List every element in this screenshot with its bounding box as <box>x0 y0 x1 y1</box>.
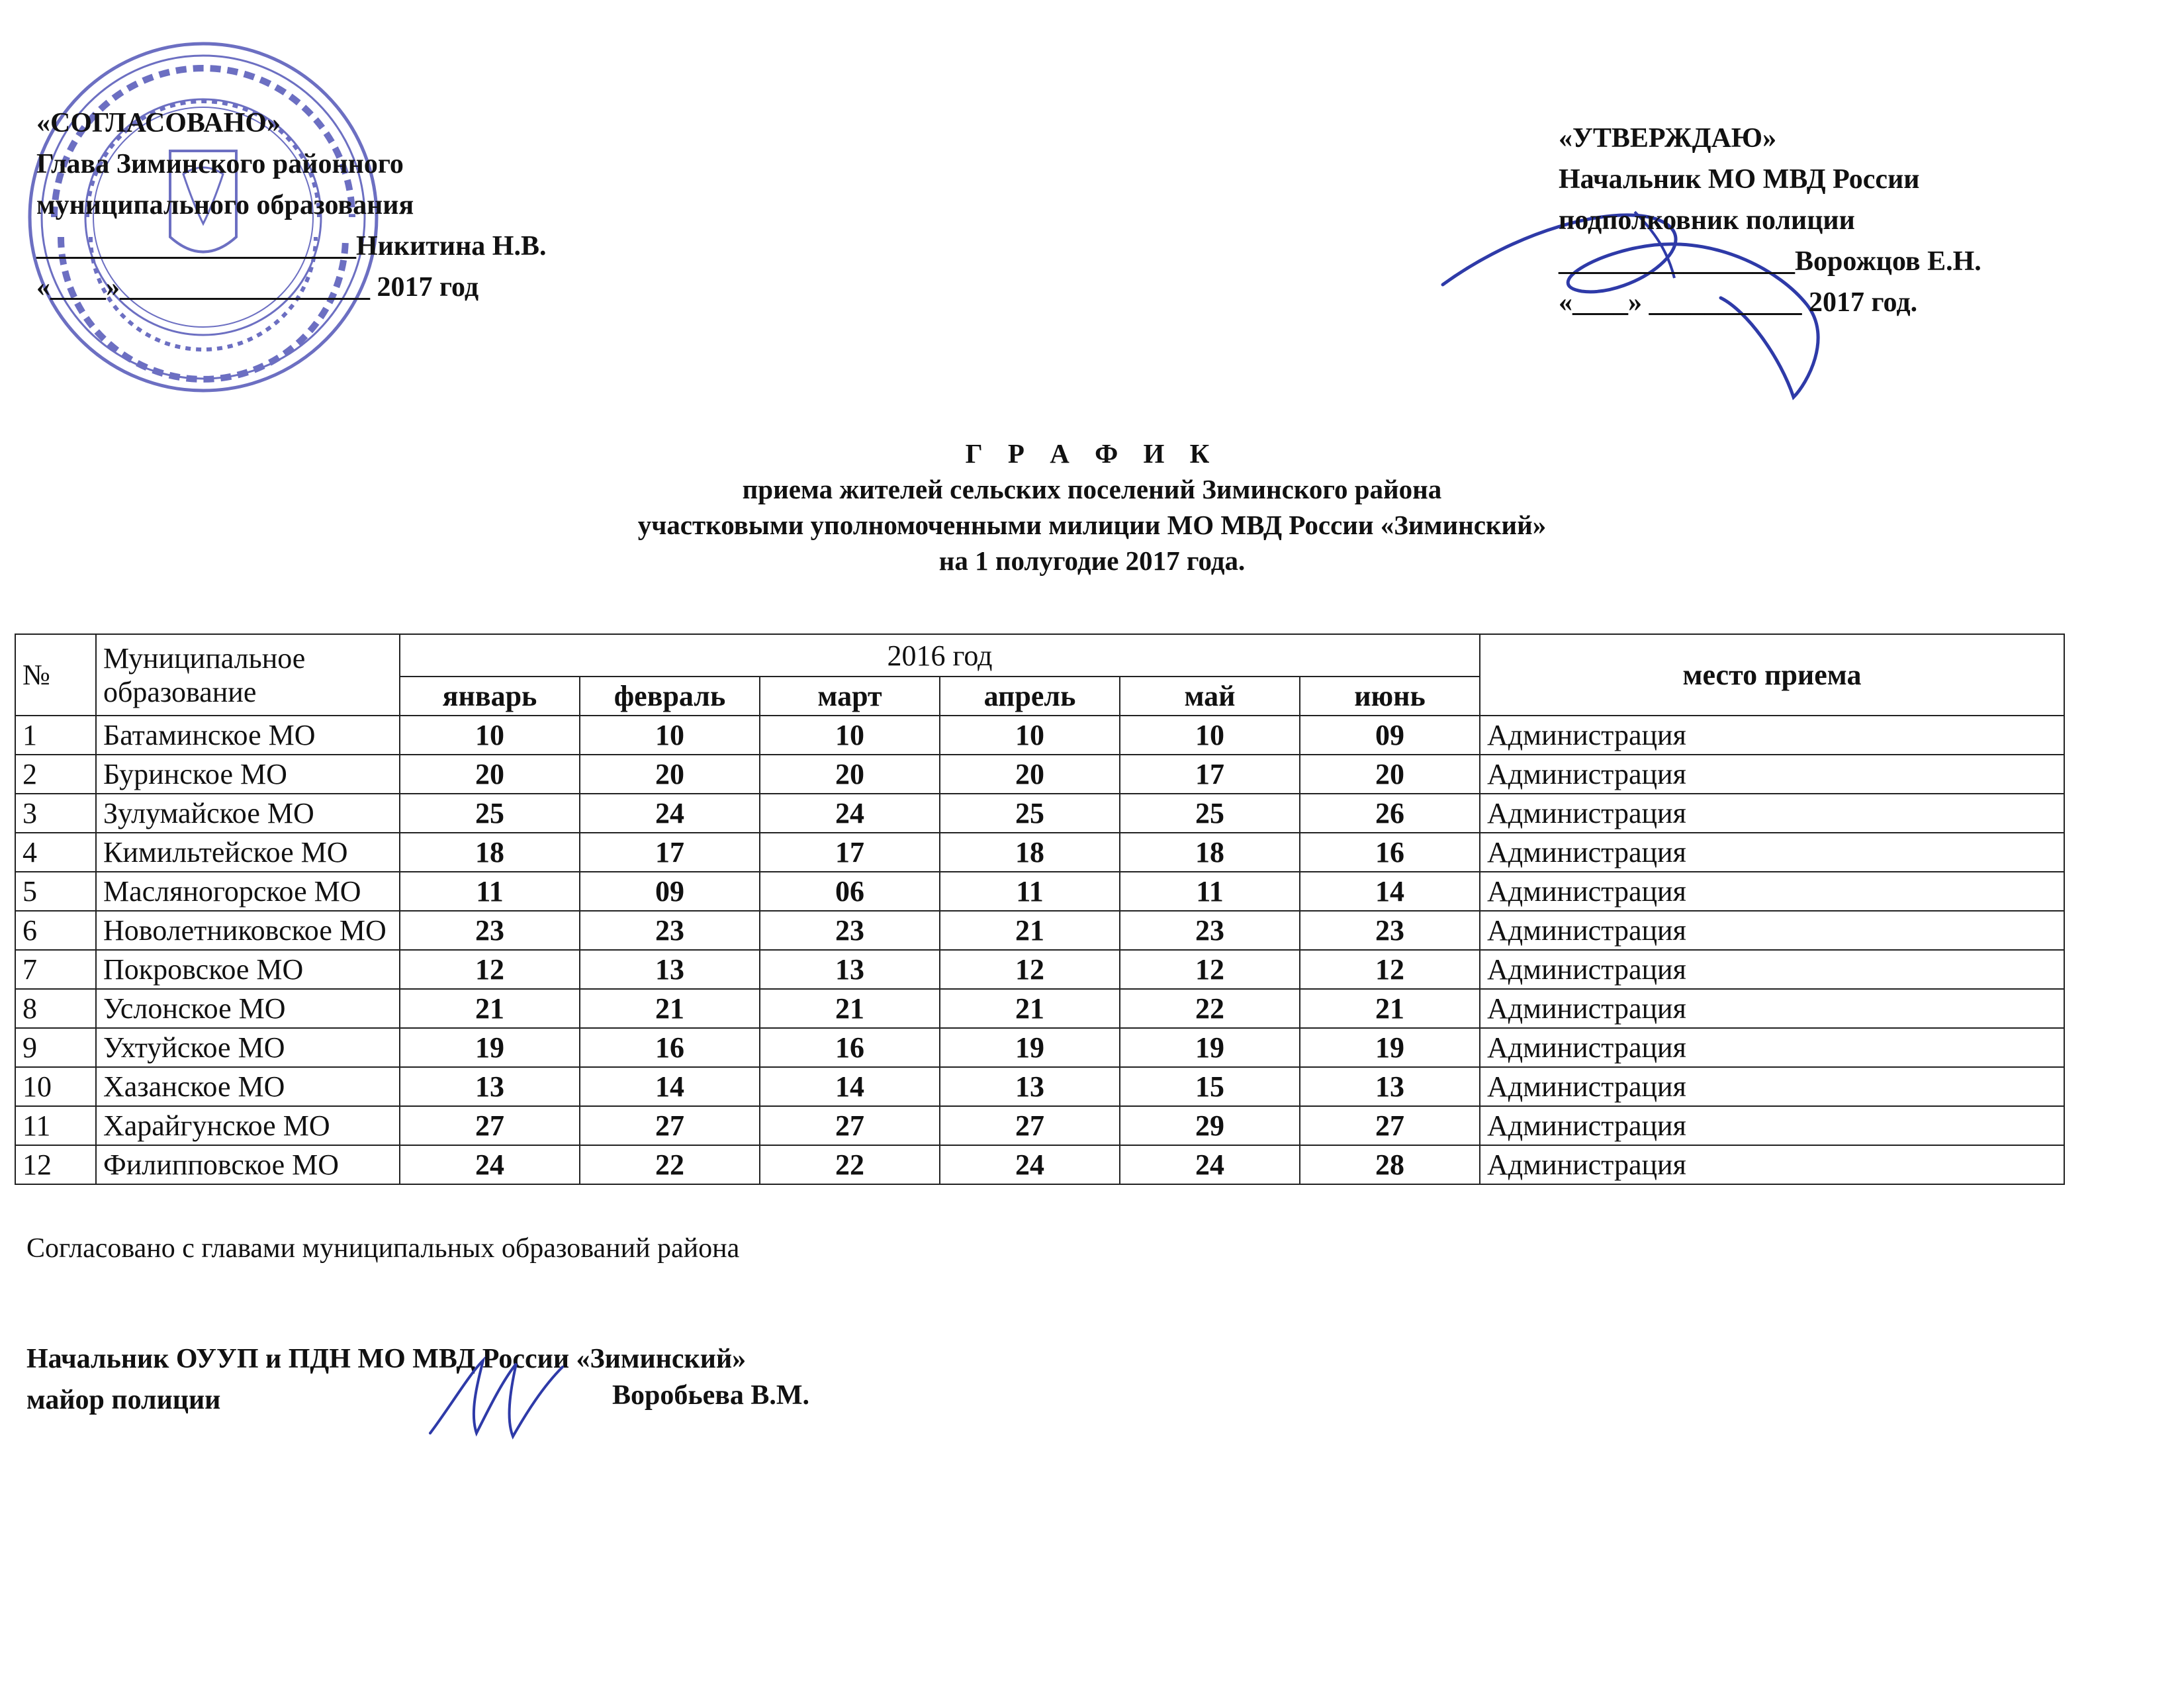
cell-num: 9 <box>15 1028 96 1067</box>
header-month: март <box>760 677 940 716</box>
cell-municipality: Буринское МО <box>96 755 400 794</box>
cell-municipality: Кимильтейское МО <box>96 833 400 872</box>
cell-month-value: 24 <box>760 794 940 833</box>
cell-month-value: 25 <box>400 794 580 833</box>
cell-num: 7 <box>15 950 96 989</box>
cell-month-value: 20 <box>1300 755 1480 794</box>
cell-month-value: 11 <box>1120 872 1300 911</box>
signatory-name: Воробьева В.М. <box>612 1380 810 1411</box>
cell-month-value: 19 <box>1300 1028 1480 1067</box>
cell-month-value: 10 <box>1120 716 1300 755</box>
header-month: май <box>1120 677 1300 716</box>
signature-signatory <box>424 1347 576 1446</box>
cell-month-value: 21 <box>940 911 1120 950</box>
table-row <box>15 950 2064 989</box>
cell-month-value: 12 <box>400 950 580 989</box>
table-row <box>15 872 2064 911</box>
cell-place: Администрация <box>1480 833 2064 872</box>
table-row <box>15 794 2064 833</box>
approval-left-block <box>36 103 546 308</box>
table-row <box>15 716 2064 755</box>
cell-month-value: 17 <box>1120 755 1300 794</box>
table-row <box>15 989 2064 1028</box>
approval-right-block <box>1559 118 1981 323</box>
cell-municipality: Зулумайское МО <box>96 794 400 833</box>
table-row <box>15 833 2064 872</box>
cell-num: 2 <box>15 755 96 794</box>
cell-month-value: 16 <box>580 1028 760 1067</box>
approval-right-line2: подполковник полиции <box>1559 205 1855 236</box>
cell-month-value: 24 <box>940 1145 1120 1184</box>
cell-place: Администрация <box>1480 794 2064 833</box>
cell-month-value: 12 <box>940 950 1120 989</box>
approval-right-line1: Начальник МО МВД России <box>1559 164 1920 195</box>
cell-month-value: 23 <box>1300 911 1480 950</box>
cell-month-value: 27 <box>1300 1106 1480 1145</box>
cell-month-value: 18 <box>400 833 580 872</box>
cell-month-value: 17 <box>580 833 760 872</box>
cell-num: 11 <box>15 1106 96 1145</box>
cell-municipality: Новолетниковское МО <box>96 911 400 950</box>
approval-left-heading: «СОГЛАСОВАНО» <box>36 108 281 138</box>
cell-num: 12 <box>15 1145 96 1184</box>
title-line2: участковыми уполномоченными милиции МО МВД России «Зиминский» <box>637 510 1547 540</box>
cell-month-value: 16 <box>760 1028 940 1067</box>
header-place: место приема <box>1480 634 2064 716</box>
cell-num: 10 <box>15 1067 96 1106</box>
cell-month-value: 20 <box>940 755 1120 794</box>
cell-num: 3 <box>15 794 96 833</box>
cell-month-value: 17 <box>760 833 940 872</box>
cell-month-value: 21 <box>400 989 580 1028</box>
header-year: 2016 год <box>400 634 1480 677</box>
header-month: январь <box>400 677 580 716</box>
cell-month-value: 14 <box>1300 872 1480 911</box>
cell-num: 1 <box>15 716 96 755</box>
cell-municipality: Ухтуйское МО <box>96 1028 400 1067</box>
schedule-body <box>15 716 2064 1184</box>
cell-month-value: 27 <box>580 1106 760 1145</box>
cell-month-value: 22 <box>760 1145 940 1184</box>
approval-right-heading: «УТВЕРЖДАЮ» <box>1559 123 1777 154</box>
cell-month-value: 11 <box>940 872 1120 911</box>
cell-month-value: 09 <box>580 872 760 911</box>
cell-month-value: 29 <box>1120 1106 1300 1145</box>
cell-place: Администрация <box>1480 911 2064 950</box>
cell-month-value: 22 <box>580 1145 760 1184</box>
title-line3: на 1 полугодие 2017 года. <box>938 545 1246 576</box>
header-month: февраль <box>580 677 760 716</box>
cell-month-value: 13 <box>400 1067 580 1106</box>
cell-month-value: 27 <box>940 1106 1120 1145</box>
cell-month-value: 25 <box>940 794 1120 833</box>
cell-month-value: 25 <box>1120 794 1300 833</box>
cell-month-value: 23 <box>580 911 760 950</box>
cell-place: Администрация <box>1480 716 2064 755</box>
header-month: апрель <box>940 677 1120 716</box>
cell-municipality: Филипповское МО <box>96 1145 400 1184</box>
cell-municipality: Масляногорское МО <box>96 872 400 911</box>
cell-month-value: 21 <box>940 989 1120 1028</box>
cell-month-value: 26 <box>1300 794 1480 833</box>
cell-month-value: 12 <box>1120 950 1300 989</box>
cell-month-value: 27 <box>760 1106 940 1145</box>
approval-left-line3: _______________________Никитина Н.В. <box>36 231 547 261</box>
cell-place: Администрация <box>1480 755 2064 794</box>
approval-right-line4: «____» ___________ 2017 год. <box>1559 287 1918 318</box>
document-title <box>0 436 2184 579</box>
cell-month-value: 06 <box>760 872 940 911</box>
header-municipality: Муниципальное образование <box>96 634 400 716</box>
footnote: Согласовано с главами муниципальных образований района <box>26 1233 740 1264</box>
cell-month-value: 16 <box>1300 833 1480 872</box>
cell-municipality: Хазанское МО <box>96 1067 400 1106</box>
cell-month-value: 19 <box>940 1028 1120 1067</box>
cell-municipality: Батаминское МО <box>96 716 400 755</box>
cell-month-value: 20 <box>580 755 760 794</box>
cell-month-value: 13 <box>580 950 760 989</box>
cell-place: Администрация <box>1480 1028 2064 1067</box>
cell-month-value: 14 <box>760 1067 940 1106</box>
cell-month-value: 14 <box>580 1067 760 1106</box>
cell-place: Администрация <box>1480 1067 2064 1106</box>
cell-num: 5 <box>15 872 96 911</box>
cell-place: Администрация <box>1480 989 2064 1028</box>
cell-municipality: Покровское МО <box>96 950 400 989</box>
table-row <box>15 1106 2064 1145</box>
cell-month-value: 10 <box>580 716 760 755</box>
cell-place: Администрация <box>1480 872 2064 911</box>
table-row <box>15 755 2064 794</box>
table-row <box>15 911 2064 950</box>
cell-month-value: 28 <box>1300 1145 1480 1184</box>
cell-month-value: 20 <box>400 755 580 794</box>
cell-month-value: 19 <box>400 1028 580 1067</box>
cell-month-value: 15 <box>1120 1067 1300 1106</box>
header-num: № <box>15 634 96 716</box>
cell-month-value: 27 <box>400 1106 580 1145</box>
cell-month-value: 09 <box>1300 716 1480 755</box>
cell-month-value: 10 <box>760 716 940 755</box>
cell-month-value: 13 <box>760 950 940 989</box>
header-month: июнь <box>1300 677 1480 716</box>
cell-month-value: 21 <box>1300 989 1480 1028</box>
cell-month-value: 10 <box>940 716 1120 755</box>
title-line1: приема жителей сельских поселений Зиминского района <box>742 474 1442 504</box>
signatory-line2: майор полиции <box>26 1385 221 1415</box>
cell-month-value: 19 <box>1120 1028 1300 1067</box>
table-row <box>15 1067 2064 1106</box>
signatory-line1: Начальник ОУУП и ПДН МО МВД России «Зиминский» <box>26 1344 747 1374</box>
approval-right-line3: _________________Ворожцов Е.Н. <box>1559 246 1981 277</box>
approval-left-line4: «____»__________________ 2017 год <box>36 272 479 303</box>
cell-place: Администрация <box>1480 1145 2064 1184</box>
cell-month-value: 21 <box>580 989 760 1028</box>
cell-month-value: 13 <box>1300 1067 1480 1106</box>
cell-month-value: 18 <box>1120 833 1300 872</box>
cell-municipality: Услонское МО <box>96 989 400 1028</box>
cell-place: Администрация <box>1480 950 2064 989</box>
cell-month-value: 10 <box>400 716 580 755</box>
cell-month-value: 24 <box>580 794 760 833</box>
cell-month-value: 20 <box>760 755 940 794</box>
cell-num: 6 <box>15 911 96 950</box>
cell-place: Администрация <box>1480 1106 2064 1145</box>
cell-num: 4 <box>15 833 96 872</box>
cell-municipality: Харайгунское МО <box>96 1106 400 1145</box>
title-main: Г Р А Ф И К <box>965 438 1219 469</box>
cell-month-value: 23 <box>760 911 940 950</box>
cell-month-value: 18 <box>940 833 1120 872</box>
table-row <box>15 1145 2064 1184</box>
approval-left-line1: Глава Зиминского районного <box>36 149 404 179</box>
cell-month-value: 12 <box>1300 950 1480 989</box>
approval-left-line2: муниципального образования <box>36 190 414 220</box>
schedule-table <box>15 633 2065 1185</box>
cell-month-value: 23 <box>400 911 580 950</box>
cell-month-value: 23 <box>1120 911 1300 950</box>
cell-month-value: 24 <box>400 1145 580 1184</box>
cell-month-value: 22 <box>1120 989 1300 1028</box>
cell-month-value: 24 <box>1120 1145 1300 1184</box>
cell-month-value: 11 <box>400 872 580 911</box>
cell-month-value: 21 <box>760 989 940 1028</box>
table-row <box>15 1028 2064 1067</box>
cell-month-value: 13 <box>940 1067 1120 1106</box>
cell-num: 8 <box>15 989 96 1028</box>
